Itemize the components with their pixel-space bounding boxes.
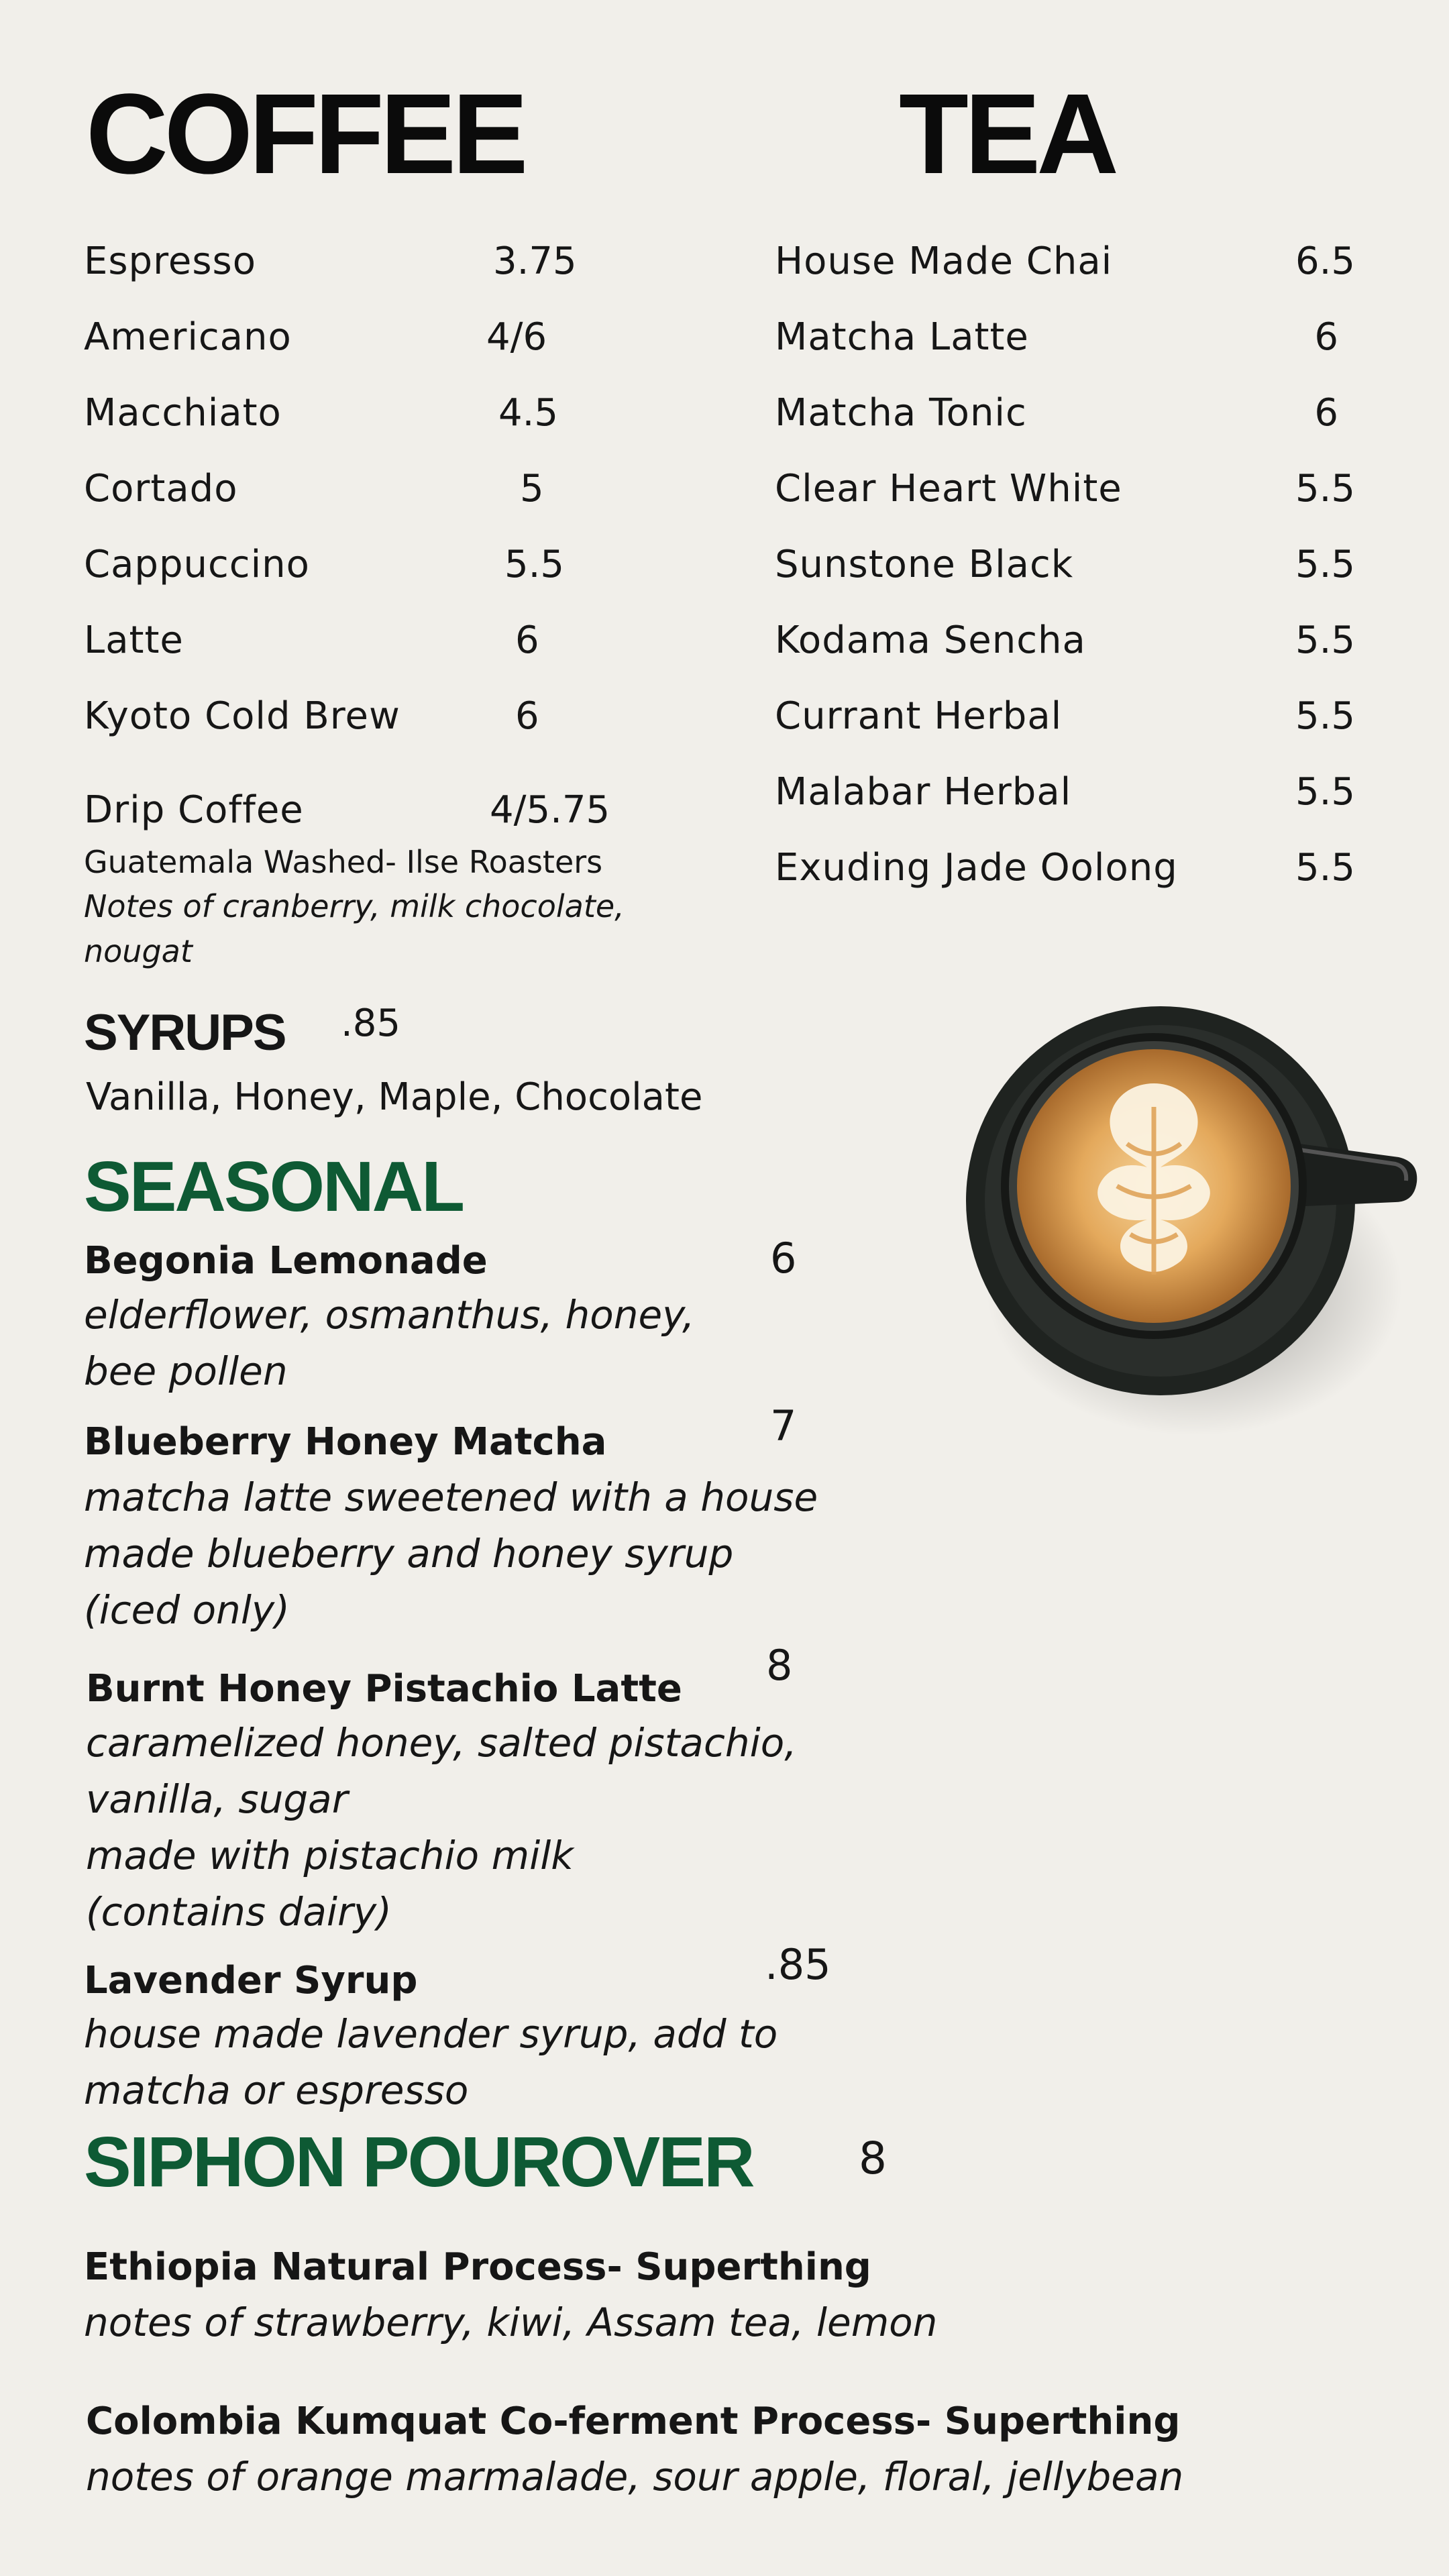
tea-item-name: Matcha Tonic: [775, 391, 1027, 435]
seasonal-item-desc: house made lavender syrup, add to: [84, 2011, 778, 2057]
tea-item-price: 5.5: [1295, 846, 1355, 890]
coffee-item-name: Macchiato: [84, 391, 282, 435]
coffee-item-price: 6: [515, 694, 539, 738]
latte-art-cup-icon: [959, 1006, 1429, 1449]
seasonal-item-price: 6: [770, 1234, 797, 1283]
siphon-item-notes: notes of strawberry, kiwi, Assam tea, lemon: [84, 2300, 938, 2345]
siphon-heading: SIPHON POUROVER: [84, 2123, 753, 2202]
coffee-item-name: Cappuccino: [84, 543, 310, 586]
drip-coffee-notes: nougat: [84, 933, 193, 969]
tea-item-name: Exuding Jade Oolong: [775, 846, 1178, 890]
seasonal-item-desc: vanilla, sugar: [86, 1776, 348, 1822]
coffee-item-name: Latte: [84, 619, 184, 662]
coffee-item-name: Americano: [84, 315, 292, 359]
siphon-item-notes: notes of orange marmalade, sour apple, floral, jellybean: [86, 2454, 1184, 2500]
siphon-item-name: Colombia Kumquat Co-ferment Process- Superthing: [86, 2400, 1181, 2443]
tea-item-price: 6.5: [1295, 239, 1355, 283]
seasonal-item-desc: caramelized honey, salted pistachio,: [86, 1720, 797, 1766]
coffee-item-name: Kyoto Cold Brew: [84, 694, 400, 738]
drip-coffee-name: Drip Coffee: [84, 788, 304, 832]
coffee-item-name: Cortado: [84, 467, 238, 511]
tea-heading: TEA: [899, 70, 1115, 198]
tea-item-price: 5.5: [1295, 694, 1355, 738]
seasonal-item-price: 8: [766, 1641, 793, 1690]
seasonal-item-desc: matcha latte sweetened with a house: [84, 1474, 818, 1520]
drip-coffee-origin: Guatemala Washed- Ilse Roasters: [84, 844, 603, 880]
drip-coffee-notes: Notes of cranberry, milk chocolate,: [84, 888, 625, 924]
seasonal-item-desc: (iced only): [84, 1587, 290, 1633]
tea-item-price: 5.5: [1295, 770, 1355, 814]
tea-item-price: 6: [1314, 391, 1338, 435]
coffee-item-price: 5: [520, 467, 544, 511]
coffee-item-price: 5.5: [504, 543, 565, 586]
tea-item-name: Sunstone Black: [775, 543, 1074, 586]
siphon-price: 8: [859, 2133, 887, 2184]
seasonal-item-desc: made with pistachio milk: [86, 1833, 574, 1878]
coffee-item-name: Espresso: [84, 239, 256, 283]
syrups-list: Vanilla, Honey, Maple, Chocolate: [86, 1075, 703, 1119]
coffee-item-price: 4/6: [486, 315, 547, 359]
coffee-item-price: 3.75: [493, 239, 577, 283]
tea-item-name: Malabar Herbal: [775, 770, 1072, 814]
seasonal-item-name: Lavender Syrup: [84, 1959, 418, 2002]
tea-item-name: Clear Heart White: [775, 467, 1122, 511]
coffee-heading: COFFEE: [86, 70, 525, 198]
seasonal-item-name: Blueberry Honey Matcha: [84, 1420, 607, 1464]
seasonal-item-price: 7: [770, 1401, 797, 1450]
tea-item-name: Kodama Sencha: [775, 619, 1086, 662]
coffee-item-price: 4.5: [498, 391, 559, 435]
tea-item-price: 5.5: [1295, 467, 1355, 511]
seasonal-item-desc: bee pollen: [84, 1348, 288, 1394]
syrups-price: .85: [341, 1002, 401, 1045]
coffee-item-price: 6: [515, 619, 539, 662]
seasonal-item-desc: made blueberry and honey syrup: [84, 1531, 734, 1576]
drip-coffee-price: 4/5.75: [490, 788, 610, 832]
tea-item-name: Currant Herbal: [775, 694, 1063, 738]
seasonal-heading: SEASONAL: [84, 1147, 463, 1226]
tea-item-name: House Made Chai: [775, 239, 1113, 283]
seasonal-item-price: .85: [765, 1940, 831, 1989]
syrups-heading: SYRUPS: [84, 1004, 286, 1061]
seasonal-item-desc: (contains dairy): [86, 1889, 392, 1935]
seasonal-item-desc: elderflower, osmanthus, honey,: [84, 1292, 695, 1338]
seasonal-item-desc: matcha or espresso: [84, 2068, 469, 2113]
seasonal-item-name: Burnt Honey Pistachio Latte: [86, 1667, 682, 1711]
tea-item-price: 6: [1314, 315, 1338, 359]
siphon-item-name: Ethiopia Natural Process- Superthing: [84, 2245, 871, 2289]
tea-item-price: 5.5: [1295, 543, 1355, 586]
tea-item-name: Matcha Latte: [775, 315, 1029, 359]
tea-item-price: 5.5: [1295, 619, 1355, 662]
seasonal-item-name: Begonia Lemonade: [84, 1239, 488, 1283]
